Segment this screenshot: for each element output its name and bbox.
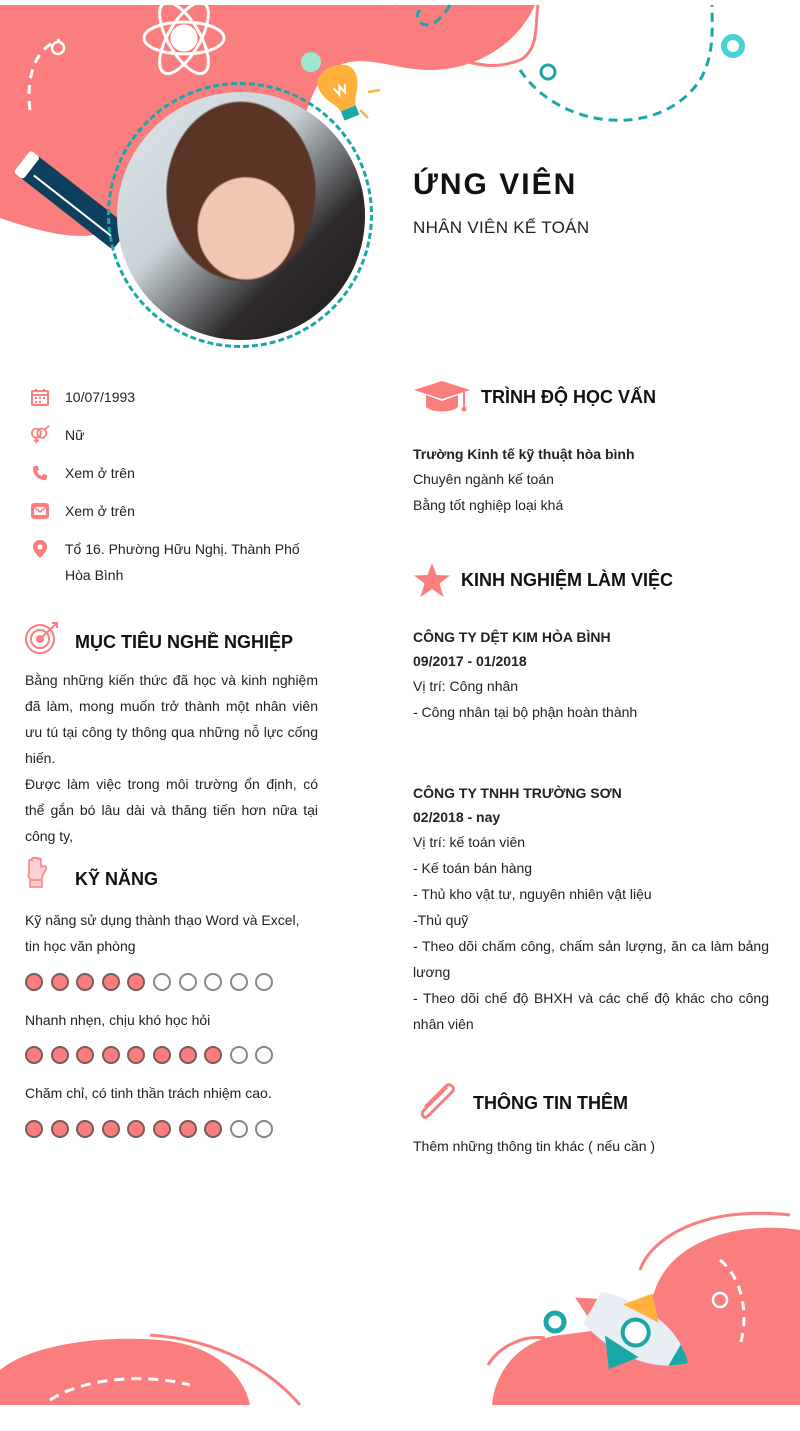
rating-dot-filled — [127, 1046, 145, 1064]
rating-dot-empty — [230, 1046, 248, 1064]
rating-dot-empty — [255, 1120, 273, 1138]
school-name: Trường Kinh tế kỹ thuật hòa bình — [413, 446, 635, 462]
rating-dot-filled — [51, 973, 69, 991]
job-detail-line: -Thủ quỹ — [413, 912, 469, 928]
experience-title: KINH NGHIỆM LÀM VIỆC — [461, 570, 674, 590]
rating-dot-filled — [51, 1120, 69, 1138]
paperclip-icon — [416, 1082, 460, 1129]
skill-label: Chăm chỉ, có tinh thần trách nhiệm cao. — [25, 1085, 272, 1101]
location-pin-icon — [30, 539, 50, 559]
calendar-icon — [30, 387, 50, 407]
rating-dot-filled — [51, 1046, 69, 1064]
rating-dot-filled — [76, 1120, 94, 1138]
education-title: TRÌNH ĐỘ HỌC VẤN — [481, 387, 656, 407]
contact-gender — [30, 425, 315, 448]
job-detail-line: Vị trí: Công nhân — [413, 678, 519, 694]
avatar — [117, 92, 365, 340]
raised-fist-icon — [26, 857, 48, 894]
degree: Bằng tốt nghiệp loại khá — [413, 497, 564, 513]
email-icon — [30, 501, 50, 521]
rating-dot-empty — [204, 973, 222, 991]
contact-email — [30, 501, 315, 524]
address-value: Tổ 16. Phường Hữu Nghị. Thành Phố Hòa Bình — [65, 541, 300, 583]
contact-birthday — [30, 387, 315, 410]
job-detail-line: - Theo dõi chế độ BHXH và các chế độ khác cho công nhân viên — [413, 990, 769, 1032]
rating-dot-filled — [102, 1046, 120, 1064]
major: Chuyên ngành kế toán — [413, 471, 554, 487]
rating-dot-empty — [255, 1046, 273, 1064]
rating-dot-filled — [153, 1120, 171, 1138]
company-name: CÔNG TY TNHH TRƯỜNG SƠN — [413, 785, 622, 801]
rating-dot-filled — [153, 1046, 171, 1064]
rating-dot-filled — [127, 1120, 145, 1138]
skills-title: KỸ NĂNG — [75, 869, 159, 889]
skill-rating — [25, 1046, 281, 1064]
candidate-name: ỨNG VIÊN — [413, 168, 578, 201]
rating-dot-filled — [25, 1120, 43, 1138]
contact-address — [30, 539, 305, 588]
rating-dot-empty — [230, 973, 248, 991]
rating-dot-empty — [153, 973, 171, 991]
rating-dot-filled — [25, 1046, 43, 1064]
company-name: CÔNG TY DỆT KIM HÒA BÌNH — [413, 629, 611, 645]
rating-dot-filled — [102, 1120, 120, 1138]
job-detail-line: - Theo dõi chấm công, chấm sản lượng, ăn ca làm bảng lương — [413, 938, 769, 980]
skill-label: Nhanh nhẹn, chịu khó học hỏi — [25, 1012, 211, 1028]
rating-dot-filled — [127, 973, 145, 991]
rating-dot-filled — [76, 1046, 94, 1064]
job-detail-line: Vị trí: kế toán viên — [413, 834, 526, 850]
job-title: NHÂN VIÊN KẾ TOÁN — [413, 218, 590, 237]
birthday-value: 10/07/1993 — [65, 389, 136, 405]
objective-paragraph-2: Được làm việc trong môi trường ổn định, có thể gắn bó lâu dài và thăng tiến hơn nữa tại công ty, — [25, 776, 318, 844]
gender-icon — [30, 425, 50, 445]
phone-icon — [30, 463, 50, 483]
job-detail-line: - Kế toán bán hàng — [413, 860, 533, 876]
job-detail-line: - Thủ kho vật tư, nguyên nhiên vật liệu — [413, 886, 652, 902]
rating-dot-filled — [76, 973, 94, 991]
extra-info-text: Thêm những thông tin khác ( nếu cần ) — [413, 1138, 656, 1154]
rating-dot-filled — [204, 1120, 222, 1138]
phone-value: Xem ở trên — [65, 465, 135, 481]
rating-dot-empty — [230, 1120, 248, 1138]
rating-dot-empty — [255, 973, 273, 991]
objective-title: MỤC TIÊU NGHỀ NGHIỆP — [75, 632, 294, 652]
rating-dot-filled — [25, 973, 43, 991]
rating-dot-filled — [204, 1046, 222, 1064]
rating-dot-filled — [179, 1046, 197, 1064]
job-detail-line: - Công nhân tại bộ phận hoàn thành — [413, 704, 638, 720]
graduation-cap-icon — [414, 381, 470, 420]
star-icon — [414, 563, 450, 602]
skill-rating — [25, 1120, 281, 1138]
job-period: 02/2018 - nay — [413, 809, 501, 825]
skill-rating — [25, 973, 281, 991]
contact-phone — [30, 463, 315, 486]
rating-dot-empty — [179, 973, 197, 991]
gender-value: Nữ — [65, 427, 85, 443]
objective-paragraph-1: Bằng những kiến thức đã học và kinh nghiệm đã làm, mong muốn trở thành một nhân viên ưu tú tại công ty thông qua những nỗ lực cống hiến. — [25, 672, 318, 766]
rating-dot-filled — [179, 1120, 197, 1138]
job-period: 09/2017 - 01/2018 — [413, 653, 527, 669]
target-icon — [24, 621, 60, 660]
extra-info-title: THÔNG TIN THÊM — [473, 1093, 628, 1113]
email-value: Xem ở trên — [65, 503, 135, 519]
skill-label: Kỹ năng sử dụng thành thạo Word và Excel, tin học văn phòng — [25, 912, 300, 954]
rating-dot-filled — [102, 973, 120, 991]
